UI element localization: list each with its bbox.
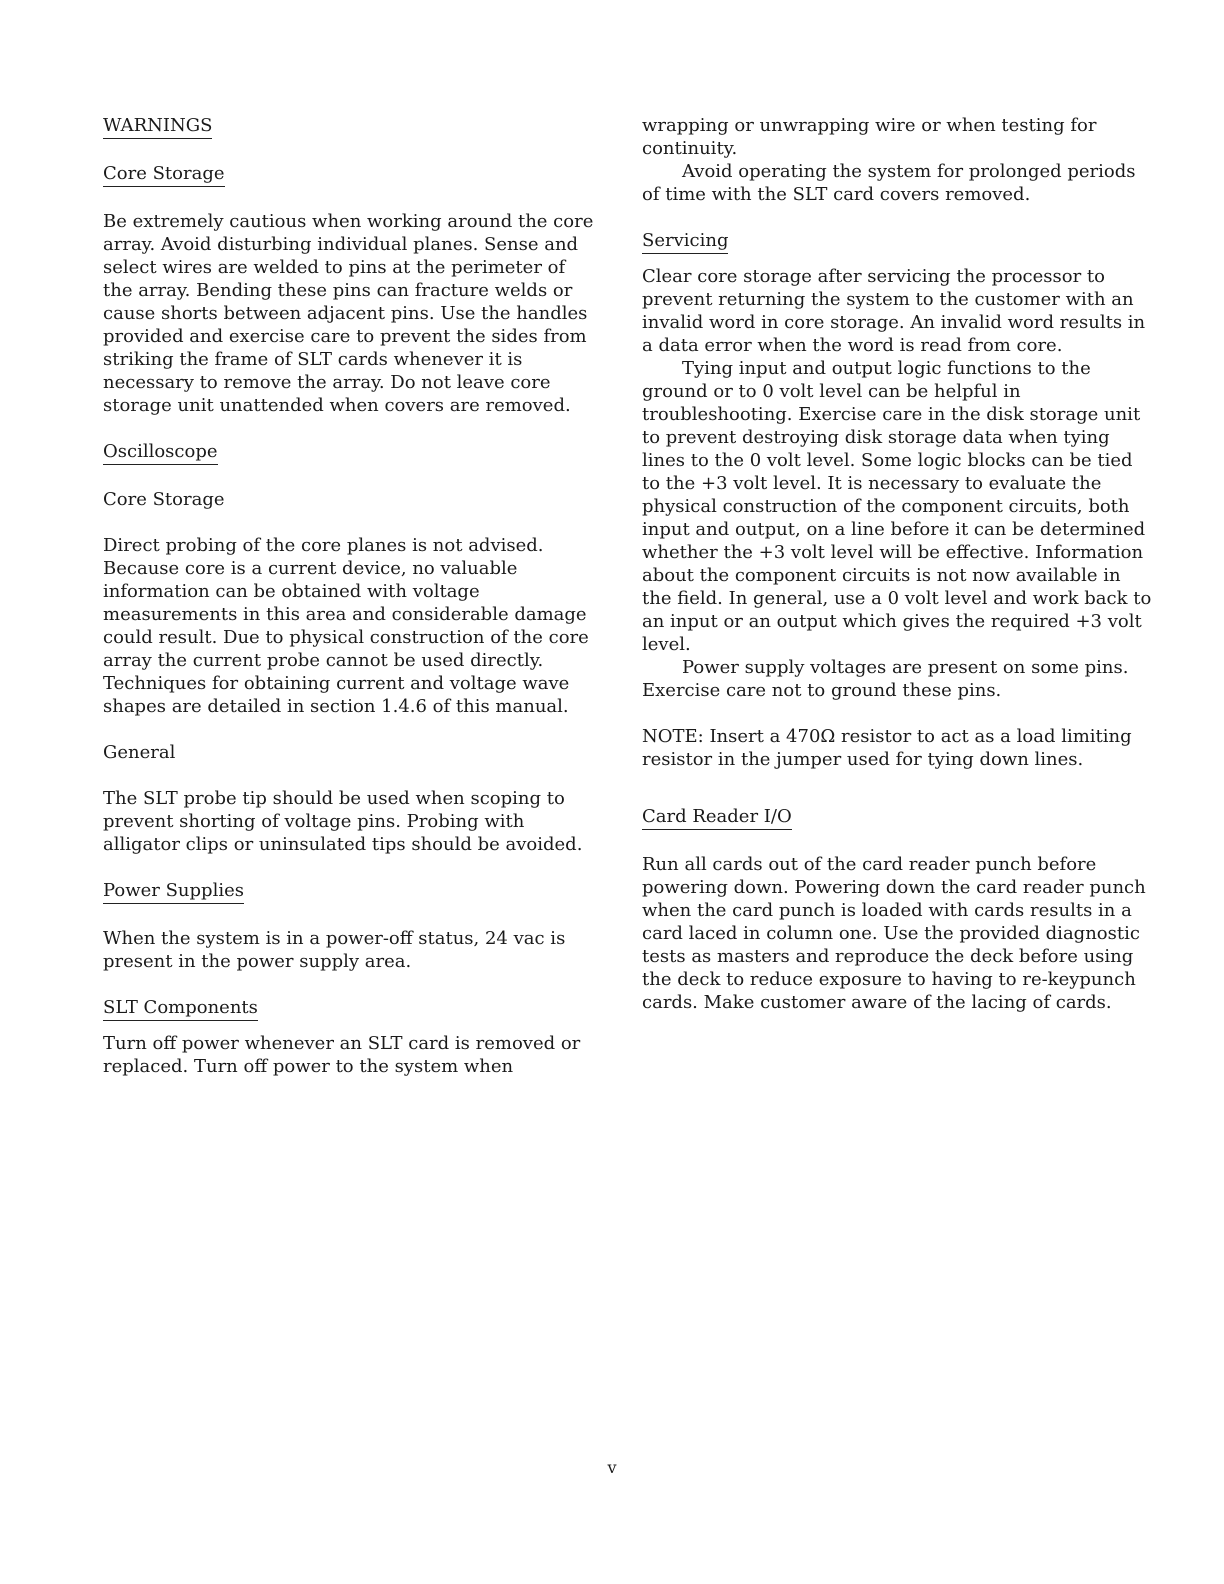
card-reader-heading: Card Reader I/O	[642, 806, 792, 830]
right-column	[642, 114, 1152, 1014]
general-subheading: General	[103, 742, 176, 763]
oscilloscope-heading: Oscilloscope	[103, 441, 218, 465]
slt-components-heading: SLT Components	[103, 997, 258, 1021]
oscilloscope-core-storage-paragraph: Direct probing of the core planes is not advised. Because core is a current device, no valuable information can be obtained with voltage measurements in this area and considerable damage could result. Due to physical construction of the core array the current probe cannot be used directly. Techniques for obtaining current and voltage wave shapes are detailed in section 1.4.6 of this manual.	[103, 535, 589, 717]
servicing-heading: Servicing	[642, 230, 728, 254]
note-paragraph: NOTE: Insert a 470Ω resistor to act as a load limiting resistor in the jumper used for tying down lines.	[642, 726, 1132, 770]
power-supplies-paragraph: When the system is in a power-off status, 24 vac is present in the power supply area.	[103, 928, 566, 972]
slt-avoid-paragraph: Avoid operating the system for prolonged periods of time with the SLT card covers removed.	[642, 161, 1136, 205]
servicing-paragraph-3: Power supply voltages are present on some pins. Exercise care not to ground these pins.	[642, 657, 1129, 701]
oscilloscope-core-storage-subheading: Core Storage	[103, 489, 225, 510]
power-supplies-heading: Power Supplies	[103, 880, 244, 904]
left-column	[103, 114, 595, 1078]
card-reader-paragraph: Run all cards out of the card reader punch before powering down. Powering down the card reader punch when the card punch is loaded with cards results in a card laced in column one. Use the provided diagnostic tests as masters and reproduce the deck before using the deck to reduce exposure to having to re-keypunch cards. Make customer aware of the lacing of cards.	[642, 854, 1146, 1013]
slt-components-paragraph: Turn off power whenever an SLT card is removed or replaced. Turn off power to the system when	[103, 1033, 581, 1077]
warnings-heading: WARNINGS	[103, 115, 212, 139]
page-number: v	[607, 1458, 617, 1477]
slt-continued-paragraph: wrapping or unwrapping wire or when testing for continuity.	[642, 115, 1097, 159]
general-paragraph: The SLT probe tip should be used when scoping to prevent shorting of voltage pins. Probing with alligator clips or uninsulated tips should be avoided.	[103, 788, 583, 855]
core-storage-heading: Core Storage	[103, 163, 225, 187]
servicing-paragraph-2: Tying input and output logic functions to the ground or to 0 volt level can be helpful in troubleshooting. Exercise care in the disk storage unit to prevent destroying disk storage data when tying lines to the 0 volt level. Some logic blocks can be tied to the +3 volt level. It is necessary to evaluate the physical construction of the component circuits, both input and output, on a line before it can be determined whether the +3 volt level will be effective. Information about the component circuits is not now available in the field. In general, use a 0 volt level and work back to an input or an output which gives the required +3 volt level.	[642, 358, 1152, 655]
servicing-paragraph-1: Clear core storage after servicing the processor to prevent returning the system to the customer with an invalid word in core storage. An invalid word results in a data error when the word is read from core.	[642, 266, 1146, 356]
core-storage-paragraph: Be extremely cautious when working around the core array. Avoid disturbing individual planes. Sense and select wires are welded to pins at the perimeter of the array. Bending these pins can fracture welds or cause shorts between adjacent pins. Use the handles provided and exercise care to prevent the sides from striking the frame of SLT cards whenever it is necessary to remove the array. Do not leave core storage unit unattended when covers are removed.	[103, 211, 594, 416]
